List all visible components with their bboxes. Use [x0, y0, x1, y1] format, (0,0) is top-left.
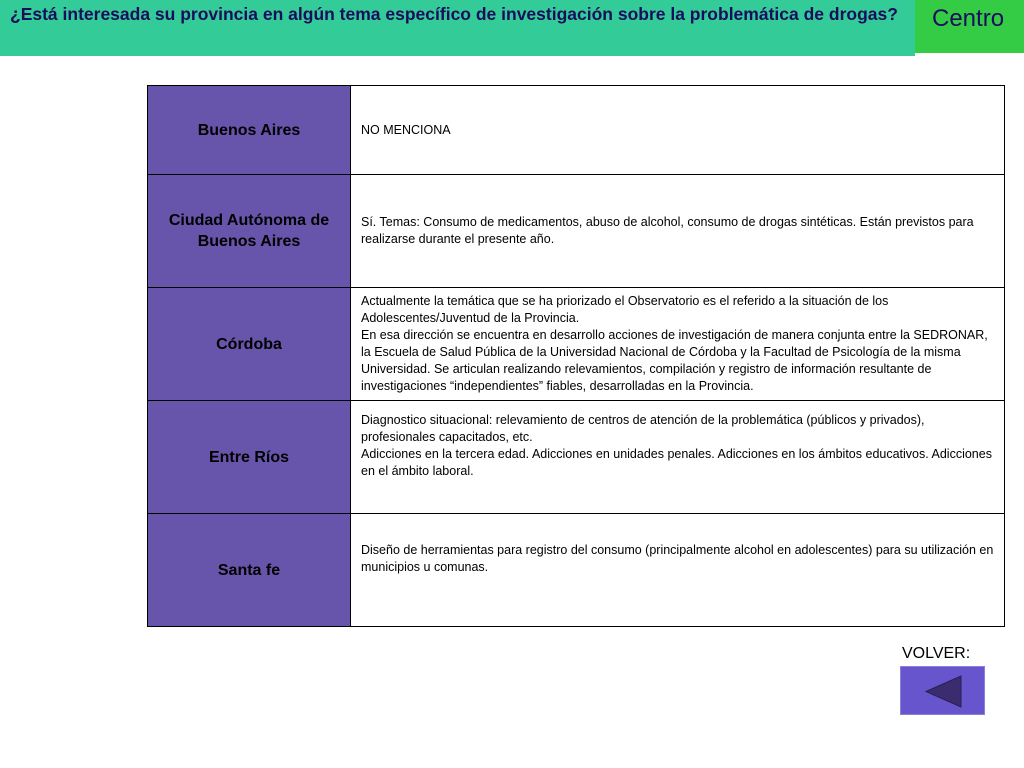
- table-row: [148, 514, 1005, 627]
- provinces-table: [147, 85, 1005, 627]
- table-row: [148, 175, 1005, 288]
- province-cell: Ciudad Autónoma de Buenos Aires: [148, 175, 351, 288]
- page-title: ¿Está interesada su provincia en algún tema específico de investigación sobre la problemática de drogas?: [10, 4, 898, 24]
- centro-label: Centro: [932, 5, 1005, 32]
- answer-cell: NO MENCIONA: [351, 86, 1005, 175]
- table-row: [148, 401, 1005, 514]
- volver-label: VOLVER:: [902, 645, 971, 662]
- table-row: [148, 86, 1005, 175]
- answer-cell: Diagnostico situacional: relevamiento de centros de atención de la problemática (públicos y privados), profesionales capacitados, etc. Adicciones en la tercera edad. Adicciones en unidades penales. Adicciones en los ámbitos educativos. Adicciones en el ámbito laboral.: [351, 401, 1005, 514]
- volver-button[interactable]: [900, 666, 985, 715]
- table-row: [148, 288, 1005, 401]
- header-banner: [0, 0, 915, 56]
- centro-button[interactable]: [915, 0, 1024, 53]
- province-cell: Santa fe: [148, 514, 351, 627]
- province-cell: Entre Ríos: [148, 401, 351, 514]
- back-triangle-icon: [901, 667, 986, 716]
- answer-cell: Sí. Temas: Consumo de medicamentos, abuso de alcohol, consumo de drogas sintéticas. Están previstos para realizarse durante el presente año.: [351, 175, 1005, 288]
- province-cell: Córdoba: [148, 288, 351, 401]
- answer-cell: Actualmente la temática que se ha priorizado el Observatorio es el referido a la situación de los Adolescentes/Juventud de la Provincia. En esa dirección se encuentra en desarrollo acciones de investigación de manera conjunta entre la SEDRONAR, la Escuela de Salud Pública de la Universidad Nacional de Córdoba y la Facultad de Psicología de la misma Universidad. Se articulan realizando relevamientos, compilación y registro de información resultante de investigaciones “independientes” fiables, desarrolladas en la Provincia.: [351, 288, 1005, 401]
- province-cell: Buenos Aires: [148, 86, 351, 175]
- answer-cell: Diseño de herramientas para registro del consumo (principalmente alcohol en adolescentes) para su utilización en municipios u comunas.: [351, 514, 1005, 627]
